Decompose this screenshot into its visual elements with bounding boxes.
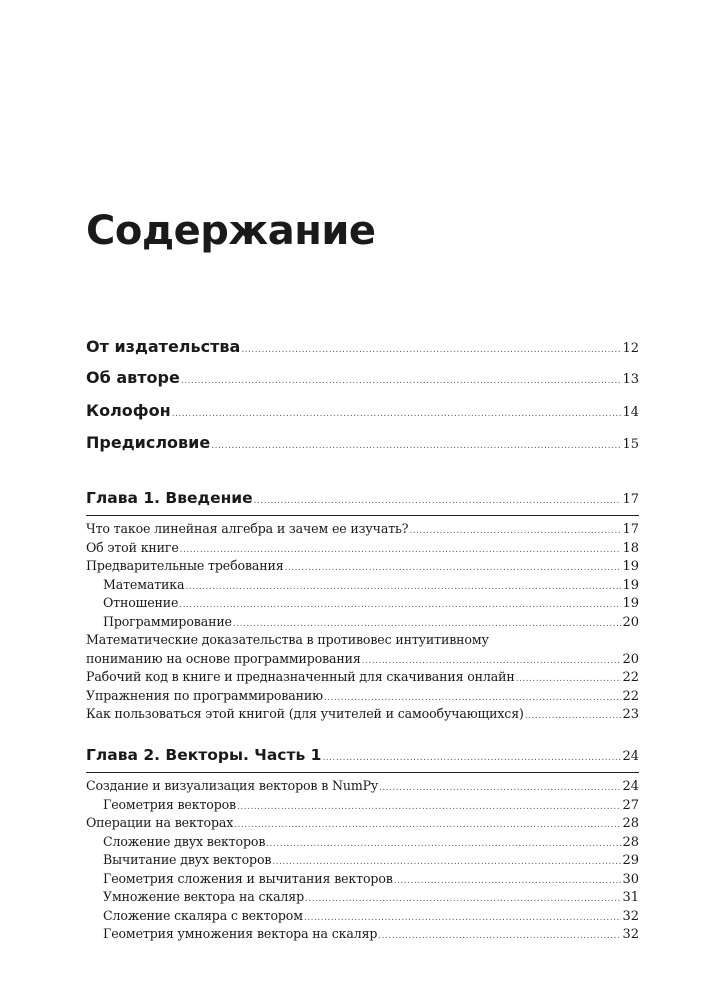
toc-entry-label: Программирование xyxy=(103,614,232,629)
leader-dots xyxy=(185,582,621,592)
leader-dots xyxy=(254,496,622,506)
toc-entry-label: От издательства xyxy=(86,337,241,356)
leader-dots xyxy=(233,619,622,629)
toc-page-number: 17 xyxy=(622,492,639,507)
toc-entry-label: Предварительные требования xyxy=(86,558,284,573)
leader-dots xyxy=(272,857,621,867)
toc-entry-label: Предисловие xyxy=(86,433,211,452)
leader-dots xyxy=(525,711,622,721)
leader-dots xyxy=(172,409,622,419)
toc-page-number: 14 xyxy=(622,405,639,420)
chapter-title: Глава 1. Введение xyxy=(86,489,253,507)
toc-page-number: 30 xyxy=(622,872,639,887)
leader-dots xyxy=(234,820,621,830)
toc-entry[interactable] xyxy=(86,540,639,556)
toc-subentry[interactable] xyxy=(103,834,639,850)
leader-dots xyxy=(305,894,621,904)
leader-dots xyxy=(322,753,621,763)
toc-entry-label: Что такое линейная алгебра и зачем ее изучать? xyxy=(86,521,409,536)
toc-entry-label: Сложение скаляра с вектором xyxy=(103,908,303,923)
toc-subentry[interactable] xyxy=(103,889,639,905)
toc-subentry[interactable] xyxy=(103,797,639,813)
leader-dots xyxy=(394,876,622,886)
toc-page-number: 19 xyxy=(622,578,639,593)
toc-entry-label: пониманию на основе программирования xyxy=(86,651,361,666)
toc-entry-label: Рабочий код в книге и предназначенный для скачивания онлайн xyxy=(86,669,515,684)
toc-entry[interactable] xyxy=(86,688,639,704)
toc-subentry[interactable] xyxy=(103,595,639,611)
toc-page-number: 19 xyxy=(622,596,639,611)
page-title: Содержание xyxy=(86,208,376,254)
leader-dots xyxy=(237,802,621,812)
leader-dots xyxy=(324,693,622,703)
toc-entry-label: Геометрия сложения и вычитания векторов xyxy=(103,871,393,886)
toc-page-number: 13 xyxy=(622,372,639,387)
chapter-1-heading[interactable] xyxy=(86,489,639,507)
toc-page-number: 15 xyxy=(622,437,639,452)
toc-page-number: 27 xyxy=(622,798,639,813)
leader-dots xyxy=(362,656,622,666)
toc-page-number: 20 xyxy=(622,615,639,630)
toc-entry-front[interactable] xyxy=(86,433,639,452)
toc-page-number: 28 xyxy=(622,835,639,850)
toc-page-number: 23 xyxy=(622,707,639,722)
toc-subentry[interactable] xyxy=(103,908,639,924)
toc-page-number: 32 xyxy=(622,909,639,924)
toc-page-number: 24 xyxy=(622,749,639,764)
toc-page-number: 22 xyxy=(622,689,639,704)
toc-page-number: 29 xyxy=(622,853,639,868)
toc-entry[interactable] xyxy=(86,558,639,574)
toc-subentry[interactable] xyxy=(103,871,639,887)
toc-entry-label: Об авторе xyxy=(86,368,180,387)
toc-page-number: 19 xyxy=(622,559,639,574)
toc-page-number: 22 xyxy=(622,670,639,685)
toc-subentry[interactable] xyxy=(103,926,639,942)
toc-entry-label: Отношение xyxy=(103,595,179,610)
leader-dots xyxy=(304,913,622,923)
toc-entry-label: Вычитание двух векторов xyxy=(103,852,272,867)
toc-page-number: 17 xyxy=(622,522,639,537)
toc-page-number: 32 xyxy=(622,927,639,942)
toc-entry-label: Сложение двух векторов xyxy=(103,834,266,849)
toc-entry-label: Колофон xyxy=(86,401,171,420)
toc-subentry[interactable] xyxy=(103,577,639,593)
toc-page-number: 20 xyxy=(622,652,639,667)
toc-entry-label: Как пользоваться этой книгой (для учителей и самообучающихся) xyxy=(86,706,524,721)
toc-entry-label: Операции на векторах xyxy=(86,815,234,830)
toc-entry[interactable] xyxy=(86,669,639,685)
toc-entry-label: Геометрия векторов xyxy=(103,797,236,812)
leader-dots xyxy=(241,345,621,355)
leader-dots xyxy=(285,563,622,573)
toc-page-number: 18 xyxy=(622,541,639,556)
toc-entry[interactable] xyxy=(86,521,639,537)
leader-dots xyxy=(266,839,621,849)
toc-entry-label: Умножение вектора на скаляр xyxy=(103,889,304,904)
toc-entry-label: Об этой книге xyxy=(86,540,179,555)
toc-page-number: 31 xyxy=(622,890,639,905)
toc-entry-front[interactable] xyxy=(86,337,639,356)
toc-entry-label: Создание и визуализация векторов в NumPy xyxy=(86,778,378,793)
toc-entry[interactable] xyxy=(86,815,639,831)
toc-subentry[interactable] xyxy=(103,614,639,630)
chapter-divider xyxy=(86,515,639,516)
chapter-title: Глава 2. Векторы. Часть 1 xyxy=(86,746,322,764)
toc-entry[interactable] xyxy=(86,778,639,794)
toc-entry-label: Геометрия умножения вектора на скаляр xyxy=(103,926,378,941)
leader-dots xyxy=(179,600,621,610)
toc-page-number: 28 xyxy=(622,816,639,831)
toc-entry[interactable] xyxy=(86,706,639,722)
toc-entry[interactable] xyxy=(86,651,639,667)
toc-entry-label-line1: Математические доказательства в противовес интуитивному xyxy=(86,632,489,647)
leader-dots xyxy=(180,545,622,555)
chapter-divider xyxy=(86,772,639,773)
chapter-2-heading[interactable] xyxy=(86,746,639,764)
leader-dots xyxy=(516,674,622,684)
leader-dots xyxy=(378,931,621,941)
toc-page-number: 12 xyxy=(622,341,639,356)
toc-page-number: 24 xyxy=(622,779,639,794)
toc-entry-label: Упражнения по программированию xyxy=(86,688,323,703)
toc-entry-label: Математика xyxy=(103,577,185,592)
leader-dots xyxy=(211,441,621,451)
toc-entry-front[interactable] xyxy=(86,401,639,420)
toc-subentry[interactable] xyxy=(103,852,639,868)
leader-dots xyxy=(409,526,621,536)
toc-entry-front[interactable] xyxy=(86,368,639,387)
leader-dots xyxy=(379,783,622,793)
leader-dots xyxy=(181,376,622,386)
